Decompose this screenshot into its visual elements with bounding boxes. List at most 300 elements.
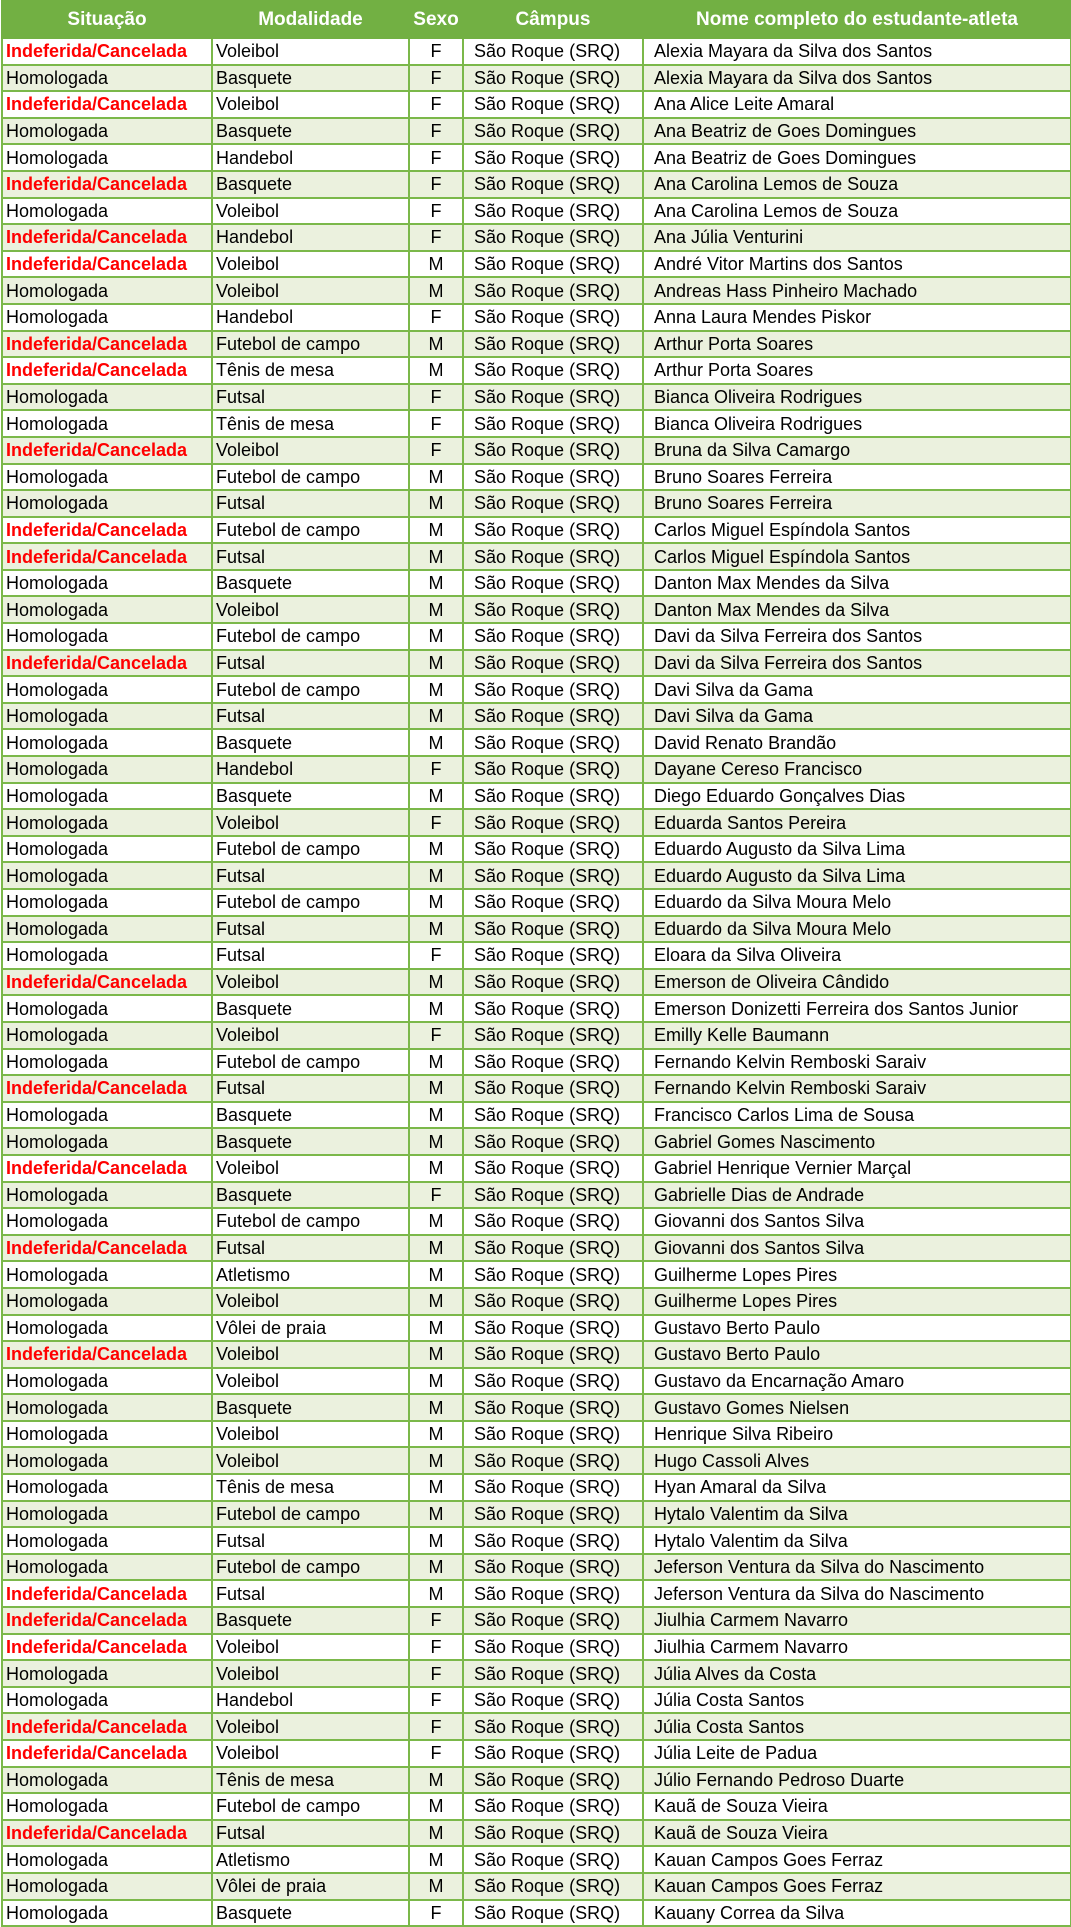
table-row <box>2 1128 1071 1155</box>
cell-situacao: Homologada <box>2 889 212 916</box>
cell-situacao: Indeferida/Cancelada <box>2 1820 212 1847</box>
cell-situacao: Homologada <box>2 1208 212 1235</box>
cell-campus: São Roque (SRQ) <box>463 331 643 358</box>
cell-sexo: F <box>409 1713 463 1740</box>
cell-nome: Eduardo da Silva Moura Melo <box>643 916 1071 943</box>
table-row <box>2 1315 1071 1342</box>
cell-nome: Hytalo Valentim da Silva <box>643 1501 1071 1528</box>
cell-modalidade: Voleibol <box>212 1341 409 1368</box>
cell-sexo: M <box>409 1341 463 1368</box>
cell-sexo: F <box>409 144 463 171</box>
cell-nome: Kauã de Souza Vieira <box>643 1793 1071 1820</box>
cell-modalidade: Futsal <box>212 1527 409 1554</box>
cell-modalidade: Voleibol <box>212 198 409 225</box>
cell-modalidade: Basquete <box>212 1607 409 1634</box>
cell-campus: São Roque (SRQ) <box>463 65 643 92</box>
cell-situacao: Homologada <box>2 1421 212 1448</box>
cell-modalidade: Futebol de campo <box>212 676 409 703</box>
cell-modalidade: Futebol de campo <box>212 1793 409 1820</box>
cell-modalidade: Basquete <box>212 995 409 1022</box>
cell-nome: Dayane Cereso Francisco <box>643 756 1071 783</box>
cell-campus: São Roque (SRQ) <box>463 942 643 969</box>
table-row <box>2 1261 1071 1288</box>
cell-nome: Fernando Kelvin Remboski Saraiv <box>643 1075 1071 1102</box>
cell-sexo: F <box>409 224 463 251</box>
cell-modalidade: Voleibol <box>212 91 409 118</box>
table-row <box>2 251 1071 278</box>
cell-campus: São Roque (SRQ) <box>463 198 643 225</box>
cell-situacao: Homologada <box>2 304 212 331</box>
cell-campus: São Roque (SRQ) <box>463 384 643 411</box>
cell-sexo: M <box>409 277 463 304</box>
cell-campus: São Roque (SRQ) <box>463 1235 643 1262</box>
table-row <box>2 1713 1071 1740</box>
table-row <box>2 437 1071 464</box>
cell-modalidade: Futsal <box>212 543 409 570</box>
cell-sexo: F <box>409 65 463 92</box>
cell-sexo: M <box>409 517 463 544</box>
cell-sexo: M <box>409 1447 463 1474</box>
cell-sexo: F <box>409 410 463 437</box>
cell-nome: Kauan Campos Goes Ferraz <box>643 1873 1071 1900</box>
cell-nome: Gustavo Gomes Nielsen <box>643 1394 1071 1421</box>
cell-sexo: F <box>409 1900 463 1927</box>
cell-situacao: Homologada <box>2 198 212 225</box>
header-sexo: Sexo <box>409 1 463 38</box>
cell-campus: São Roque (SRQ) <box>463 118 643 145</box>
cell-modalidade: Futebol de campo <box>212 517 409 544</box>
cell-campus: São Roque (SRQ) <box>463 969 643 996</box>
cell-sexo: F <box>409 1022 463 1049</box>
cell-campus: São Roque (SRQ) <box>463 623 643 650</box>
cell-nome: David Renato Brandão <box>643 729 1071 756</box>
table-row <box>2 118 1071 145</box>
cell-modalidade: Futsal <box>212 1075 409 1102</box>
cell-campus: São Roque (SRQ) <box>463 995 643 1022</box>
cell-situacao: Homologada <box>2 1102 212 1129</box>
cell-situacao: Indeferida/Cancelada <box>2 1607 212 1634</box>
cell-situacao: Homologada <box>2 995 212 1022</box>
cell-modalidade: Voleibol <box>212 1421 409 1448</box>
cell-sexo: M <box>409 251 463 278</box>
cell-sexo: F <box>409 942 463 969</box>
cell-situacao: Homologada <box>2 1182 212 1209</box>
cell-sexo: M <box>409 623 463 650</box>
cell-campus: São Roque (SRQ) <box>463 1368 643 1395</box>
cell-sexo: M <box>409 916 463 943</box>
cell-situacao: Homologada <box>2 570 212 597</box>
cell-campus: São Roque (SRQ) <box>463 91 643 118</box>
cell-modalidade: Futsal <box>212 916 409 943</box>
cell-situacao: Indeferida/Cancelada <box>2 224 212 251</box>
cell-situacao: Homologada <box>2 1315 212 1342</box>
table-row <box>2 1634 1071 1661</box>
cell-nome: Gustavo Berto Paulo <box>643 1315 1071 1342</box>
table-row <box>2 410 1071 437</box>
cell-situacao: Homologada <box>2 1900 212 1927</box>
cell-sexo: F <box>409 437 463 464</box>
table-row <box>2 1580 1071 1607</box>
cell-campus: São Roque (SRQ) <box>463 464 643 491</box>
cell-nome: Hyan Amaral da Silva <box>643 1474 1071 1501</box>
cell-campus: São Roque (SRQ) <box>463 543 643 570</box>
cell-campus: São Roque (SRQ) <box>463 1501 643 1528</box>
cell-nome: Ana Carolina Lemos de Souza <box>643 198 1071 225</box>
cell-situacao: Indeferida/Cancelada <box>2 91 212 118</box>
table-row <box>2 1182 1071 1209</box>
cell-nome: Gabriel Henrique Vernier Marçal <box>643 1155 1071 1182</box>
table-row <box>2 1368 1071 1395</box>
cell-situacao: Indeferida/Cancelada <box>2 171 212 198</box>
cell-campus: São Roque (SRQ) <box>463 1820 643 1847</box>
cell-modalidade: Basquete <box>212 570 409 597</box>
cell-campus: São Roque (SRQ) <box>463 171 643 198</box>
cell-situacao: Indeferida/Cancelada <box>2 331 212 358</box>
table-row <box>2 1793 1071 1820</box>
cell-situacao: Indeferida/Cancelada <box>2 1740 212 1767</box>
cell-sexo: M <box>409 464 463 491</box>
cell-sexo: M <box>409 1208 463 1235</box>
cell-sexo: F <box>409 1182 463 1209</box>
cell-situacao: Homologada <box>2 1873 212 1900</box>
cell-sexo: M <box>409 783 463 810</box>
table-row <box>2 1421 1071 1448</box>
table-row <box>2 331 1071 358</box>
table-row <box>2 1474 1071 1501</box>
table-row <box>2 1740 1071 1767</box>
cell-sexo: M <box>409 1075 463 1102</box>
cell-situacao: Indeferida/Cancelada <box>2 1341 212 1368</box>
table-row <box>2 1394 1071 1421</box>
cell-modalidade: Tênis de mesa <box>212 1474 409 1501</box>
table-row <box>2 1235 1071 1262</box>
cell-sexo: M <box>409 703 463 730</box>
cell-modalidade: Futebol de campo <box>212 623 409 650</box>
cell-campus: São Roque (SRQ) <box>463 650 643 677</box>
cell-campus: São Roque (SRQ) <box>463 1447 643 1474</box>
cell-campus: São Roque (SRQ) <box>463 916 643 943</box>
cell-situacao: Homologada <box>2 1261 212 1288</box>
cell-nome: Alexia Mayara da Silva dos Santos <box>643 38 1071 65</box>
cell-campus: São Roque (SRQ) <box>463 1155 643 1182</box>
cell-sexo: M <box>409 543 463 570</box>
cell-situacao: Homologada <box>2 1128 212 1155</box>
cell-situacao: Homologada <box>2 410 212 437</box>
cell-campus: São Roque (SRQ) <box>463 1474 643 1501</box>
cell-nome: Emerson Donizetti Ferreira dos Santos Junior <box>643 995 1071 1022</box>
table-row <box>2 1501 1071 1528</box>
cell-campus: São Roque (SRQ) <box>463 1394 643 1421</box>
cell-sexo: M <box>409 1261 463 1288</box>
cell-nome: Bruna da Silva Camargo <box>643 437 1071 464</box>
cell-modalidade: Basquete <box>212 729 409 756</box>
cell-modalidade: Futsal <box>212 650 409 677</box>
cell-nome: Eduardo Augusto da Silva Lima <box>643 836 1071 863</box>
cell-nome: Hugo Cassoli Alves <box>643 1447 1071 1474</box>
cell-modalidade: Basquete <box>212 1182 409 1209</box>
cell-situacao: Homologada <box>2 1022 212 1049</box>
table-row <box>2 1022 1071 1049</box>
table-body <box>2 38 1071 1926</box>
cell-nome: Eduardo da Silva Moura Melo <box>643 889 1071 916</box>
cell-modalidade: Basquete <box>212 783 409 810</box>
table-row <box>2 889 1071 916</box>
table-row <box>2 570 1071 597</box>
table-row <box>2 384 1071 411</box>
cell-situacao: Indeferida/Cancelada <box>2 1155 212 1182</box>
cell-sexo: M <box>409 1288 463 1315</box>
cell-nome: Danton Max Mendes da Silva <box>643 596 1071 623</box>
cell-situacao: Indeferida/Cancelada <box>2 1713 212 1740</box>
cell-campus: São Roque (SRQ) <box>463 251 643 278</box>
cell-nome: Gabrielle Dias de Andrade <box>643 1182 1071 1209</box>
table-row <box>2 171 1071 198</box>
cell-nome: Ana Júlia Venturini <box>643 224 1071 251</box>
cell-sexo: F <box>409 91 463 118</box>
cell-situacao: Indeferida/Cancelada <box>2 650 212 677</box>
cell-sexo: M <box>409 1474 463 1501</box>
table-row <box>2 995 1071 1022</box>
cell-campus: São Roque (SRQ) <box>463 1873 643 1900</box>
cell-campus: São Roque (SRQ) <box>463 410 643 437</box>
cell-campus: São Roque (SRQ) <box>463 1261 643 1288</box>
cell-modalidade: Voleibol <box>212 1713 409 1740</box>
table-row <box>2 809 1071 836</box>
table-row <box>2 1767 1071 1794</box>
header-nome: Nome completo do estudante-atleta <box>643 1 1071 38</box>
cell-sexo: M <box>409 862 463 889</box>
table-row <box>2 1208 1071 1235</box>
cell-campus: São Roque (SRQ) <box>463 144 643 171</box>
cell-nome: Gustavo Berto Paulo <box>643 1341 1071 1368</box>
table-row <box>2 942 1071 969</box>
cell-situacao: Indeferida/Cancelada <box>2 1075 212 1102</box>
cell-sexo: M <box>409 490 463 517</box>
cell-modalidade: Atletismo <box>212 1261 409 1288</box>
cell-nome: Carlos Miguel Espíndola Santos <box>643 517 1071 544</box>
cell-modalidade: Futebol de campo <box>212 1208 409 1235</box>
cell-modalidade: Atletismo <box>212 1846 409 1873</box>
table-row <box>2 1341 1071 1368</box>
cell-situacao: Homologada <box>2 916 212 943</box>
cell-campus: São Roque (SRQ) <box>463 809 643 836</box>
cell-modalidade: Handebol <box>212 1687 409 1714</box>
cell-modalidade: Voleibol <box>212 1634 409 1661</box>
cell-campus: São Roque (SRQ) <box>463 277 643 304</box>
cell-campus: São Roque (SRQ) <box>463 1660 643 1687</box>
cell-campus: São Roque (SRQ) <box>463 1793 643 1820</box>
cell-nome: Kauã de Souza Vieira <box>643 1820 1071 1847</box>
cell-campus: São Roque (SRQ) <box>463 1580 643 1607</box>
cell-nome: Bianca Oliveira Rodrigues <box>643 410 1071 437</box>
cell-nome: Guilherme Lopes Pires <box>643 1261 1071 1288</box>
cell-nome: Giovanni dos Santos Silva <box>643 1208 1071 1235</box>
cell-modalidade: Futsal <box>212 490 409 517</box>
cell-situacao: Homologada <box>2 1527 212 1554</box>
cell-nome: Carlos Miguel Espíndola Santos <box>643 543 1071 570</box>
cell-nome: Ana Beatriz de Goes Domingues <box>643 118 1071 145</box>
cell-campus: São Roque (SRQ) <box>463 1846 643 1873</box>
cell-modalidade: Futebol de campo <box>212 1049 409 1076</box>
cell-situacao: Homologada <box>2 729 212 756</box>
cell-situacao: Homologada <box>2 65 212 92</box>
cell-sexo: M <box>409 1820 463 1847</box>
table-row <box>2 1447 1071 1474</box>
cell-situacao: Homologada <box>2 676 212 703</box>
cell-nome: Júlia Alves da Costa <box>643 1660 1071 1687</box>
cell-modalidade: Voleibol <box>212 1022 409 1049</box>
cell-campus: São Roque (SRQ) <box>463 570 643 597</box>
table-row <box>2 1155 1071 1182</box>
cell-sexo: M <box>409 1102 463 1129</box>
cell-modalidade: Basquete <box>212 1128 409 1155</box>
cell-sexo: M <box>409 995 463 1022</box>
cell-situacao: Indeferida/Cancelada <box>2 251 212 278</box>
cell-sexo: F <box>409 198 463 225</box>
cell-modalidade: Voleibol <box>212 596 409 623</box>
cell-nome: Davi da Silva Ferreira dos Santos <box>643 650 1071 677</box>
cell-modalidade: Futsal <box>212 942 409 969</box>
cell-sexo: M <box>409 1128 463 1155</box>
table-row <box>2 65 1071 92</box>
table-row <box>2 1873 1071 1900</box>
cell-nome: Ana Beatriz de Goes Domingues <box>643 144 1071 171</box>
cell-modalidade: Futebol de campo <box>212 331 409 358</box>
cell-situacao: Homologada <box>2 1767 212 1794</box>
table-row <box>2 969 1071 996</box>
table-row <box>2 224 1071 251</box>
table-row <box>2 756 1071 783</box>
cell-nome: Eloara da Silva Oliveira <box>643 942 1071 969</box>
cell-situacao: Homologada <box>2 836 212 863</box>
cell-sexo: M <box>409 1501 463 1528</box>
cell-modalidade: Futebol de campo <box>212 1501 409 1528</box>
cell-situacao: Homologada <box>2 1660 212 1687</box>
cell-sexo: M <box>409 1421 463 1448</box>
cell-modalidade: Voleibol <box>212 277 409 304</box>
cell-campus: São Roque (SRQ) <box>463 1315 643 1342</box>
cell-modalidade: Tênis de mesa <box>212 1767 409 1794</box>
cell-sexo: M <box>409 570 463 597</box>
table-row <box>2 862 1071 889</box>
table-row <box>2 1075 1071 1102</box>
cell-nome: Arthur Porta Soares <box>643 331 1071 358</box>
cell-sexo: M <box>409 676 463 703</box>
cell-sexo: F <box>409 1607 463 1634</box>
cell-modalidade: Futebol de campo <box>212 836 409 863</box>
cell-modalidade: Voleibol <box>212 251 409 278</box>
table-row <box>2 836 1071 863</box>
cell-situacao: Indeferida/Cancelada <box>2 38 212 65</box>
cell-nome: Ana Carolina Lemos de Souza <box>643 171 1071 198</box>
cell-situacao: Indeferida/Cancelada <box>2 969 212 996</box>
cell-sexo: F <box>409 1660 463 1687</box>
cell-sexo: M <box>409 1155 463 1182</box>
cell-situacao: Homologada <box>2 1447 212 1474</box>
cell-sexo: M <box>409 1527 463 1554</box>
cell-situacao: Indeferida/Cancelada <box>2 1235 212 1262</box>
cell-situacao: Homologada <box>2 862 212 889</box>
cell-modalidade: Futsal <box>212 862 409 889</box>
table-row <box>2 91 1071 118</box>
cell-campus: São Roque (SRQ) <box>463 1634 643 1661</box>
cell-situacao: Homologada <box>2 623 212 650</box>
cell-modalidade: Voleibol <box>212 38 409 65</box>
cell-modalidade: Futsal <box>212 384 409 411</box>
table-row <box>2 1820 1071 1847</box>
cell-modalidade: Futsal <box>212 1235 409 1262</box>
cell-situacao: Homologada <box>2 1288 212 1315</box>
cell-situacao: Homologada <box>2 783 212 810</box>
cell-modalidade: Tênis de mesa <box>212 410 409 437</box>
cell-modalidade: Voleibol <box>212 1368 409 1395</box>
cell-situacao: Homologada <box>2 1846 212 1873</box>
cell-sexo: F <box>409 384 463 411</box>
cell-campus: São Roque (SRQ) <box>463 596 643 623</box>
table-row <box>2 517 1071 544</box>
table-row <box>2 543 1071 570</box>
cell-modalidade: Futsal <box>212 703 409 730</box>
table-row <box>2 729 1071 756</box>
cell-nome: Kauany Correa da Silva <box>643 1900 1071 1927</box>
table-row <box>2 144 1071 171</box>
cell-situacao: Homologada <box>2 942 212 969</box>
cell-situacao: Homologada <box>2 277 212 304</box>
cell-modalidade: Voleibol <box>212 809 409 836</box>
cell-modalidade: Futebol de campo <box>212 889 409 916</box>
cell-nome: Gabriel Gomes Nascimento <box>643 1128 1071 1155</box>
cell-sexo: F <box>409 1634 463 1661</box>
table-row <box>2 1900 1071 1927</box>
cell-situacao: Indeferida/Cancelada <box>2 543 212 570</box>
cell-sexo: M <box>409 331 463 358</box>
cell-campus: São Roque (SRQ) <box>463 1182 643 1209</box>
cell-campus: São Roque (SRQ) <box>463 1687 643 1714</box>
athlete-table <box>1 0 1071 1927</box>
cell-sexo: F <box>409 118 463 145</box>
cell-campus: São Roque (SRQ) <box>463 1102 643 1129</box>
cell-nome: Bruno Soares Ferreira <box>643 464 1071 491</box>
table-row <box>2 1049 1071 1076</box>
cell-campus: São Roque (SRQ) <box>463 1767 643 1794</box>
cell-sexo: M <box>409 1235 463 1262</box>
cell-situacao: Homologada <box>2 1687 212 1714</box>
cell-nome: Kauan Campos Goes Ferraz <box>643 1846 1071 1873</box>
cell-sexo: F <box>409 1740 463 1767</box>
cell-campus: São Roque (SRQ) <box>463 1128 643 1155</box>
cell-nome: Emilly Kelle Baumann <box>643 1022 1071 1049</box>
table-row <box>2 1554 1071 1581</box>
table-row <box>2 650 1071 677</box>
cell-sexo: M <box>409 1873 463 1900</box>
cell-nome: Júlio Fernando Pedroso Duarte <box>643 1767 1071 1794</box>
cell-modalidade: Handebol <box>212 224 409 251</box>
table-row <box>2 357 1071 384</box>
cell-campus: São Roque (SRQ) <box>463 862 643 889</box>
cell-modalidade: Basquete <box>212 1900 409 1927</box>
cell-nome: Arthur Porta Soares <box>643 357 1071 384</box>
cell-campus: São Roque (SRQ) <box>463 1049 643 1076</box>
table-row <box>2 464 1071 491</box>
cell-sexo: F <box>409 171 463 198</box>
cell-campus: São Roque (SRQ) <box>463 224 643 251</box>
cell-sexo: M <box>409 729 463 756</box>
cell-sexo: M <box>409 1793 463 1820</box>
cell-nome: Emerson de Oliveira Cândido <box>643 969 1071 996</box>
cell-campus: São Roque (SRQ) <box>463 517 643 544</box>
table-row <box>2 198 1071 225</box>
table-row <box>2 1846 1071 1873</box>
